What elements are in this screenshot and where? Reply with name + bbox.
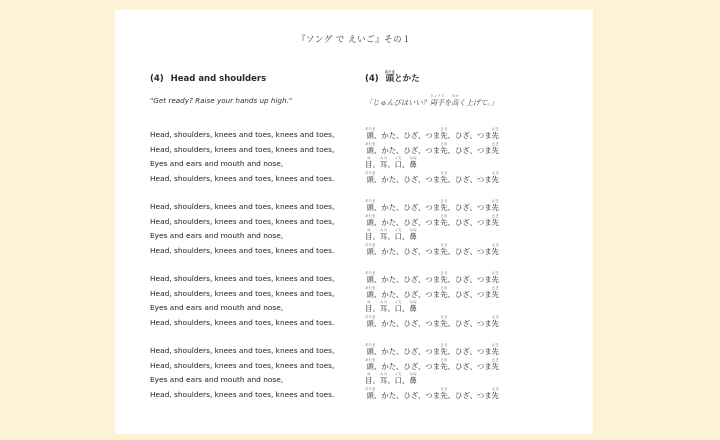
japanese-lyric-line: 目め、耳みみ、口くち、鼻はな [365,372,417,385]
english-lyric-line: Head, shoulders, knees and toes, knees and toes, [150,360,335,370]
english-lyric-line: Eyes and ears and mouth and nose, [150,159,284,168]
japanese-lyric-line: 頭あたま、かた、ひざ、つま先さき、ひざ、つま先さき [365,199,500,212]
english-lyric-line: Head, shoulders, knees and toes, knees and toes. [150,389,335,399]
english-lyric-line: Head, shoulders, knees and toes, knees and toes, [150,144,335,154]
english-lyric-line: Eyes and ears and mouth and nose, [150,303,284,312]
japanese-lyric-line: 頭あたま、かた、ひざ、つま先さき、ひざ、つま先さき [365,386,500,400]
japanese-lyric-line: 頭あたま、かた、ひざ、つま先さき、ひざ、つま先さき [365,242,500,256]
english-lyric-line: Head, shoulders, knees and toes, knees and toes, [150,346,335,355]
english-lyric-line: Head, shoulders, knees and toes, knees and toes, [150,216,335,226]
japanese-lyric-line: 目め、耳みみ、口くち、鼻はな [365,156,417,169]
japanese-intro: 「じゅんびはいい？両手りょうてを高たかく上げて。」 [365,94,498,107]
english-heading [150,74,266,84]
english-heading-text: Head and shoulders [170,74,267,84]
english-lyric-line: Head, shoulders, knees and toes, knees and toes, [150,202,335,211]
page-title: 『ソング で えいご』その１ [296,35,412,45]
japanese-lyric-line: 頭あたま、かた、ひざ、つま先さき、ひざ、つま先さき [365,127,500,140]
japanese-lyric-line: 頭あたま、かた、ひざ、つま先さき、ひざ、つま先さき [365,170,500,184]
english-lyric-line: Head, shoulders, knees and toes, knees and toes. [150,245,335,255]
english-heading-number: (4) [150,74,164,84]
japanese-heading-kanji: 頭あたま [384,70,396,84]
japanese-heading [365,70,420,84]
japanese-lyric-line: 頭あたま、かた、ひざ、つま先さき、ひざ、つま先さき [365,357,500,371]
english-lyric-line: Head, shoulders, knees and toes, knees and toes, [150,288,335,298]
japanese-lyric-line: 頭あたま、かた、ひざ、つま先さき、ひざ、つま先さき [365,271,500,284]
english-lyric-line: Eyes and ears and mouth and nose, [150,231,284,240]
lyrics-sheet [115,10,593,434]
japanese-heading-rest: とかた [394,74,420,84]
japanese-lyric-line: 頭あたま、かた、ひざ、つま先さき、ひざ、つま先さき [365,314,500,328]
japanese-heading-number: (4) [365,74,379,84]
english-lyric-line: Head, shoulders, knees and toes, knees and toes. [150,173,335,183]
japanese-lyric-line: 頭あたま、かた、ひざ、つま先さき、ひざ、つま先さき [365,285,500,299]
english-lyric-line: Head, shoulders, knees and toes, knees and toes, [150,274,335,283]
english-lyric-line: Eyes and ears and mouth and nose, [150,375,284,384]
japanese-lyric-line: 目め、耳みみ、口くち、鼻はな [365,228,417,241]
japanese-lyric-line: 頭あたま、かた、ひざ、つま先さき、ひざ、つま先さき [365,343,500,356]
japanese-lyric-line: 頭あたま、かた、ひざ、つま先さき、ひざ、つま先さき [365,141,500,155]
english-lyric-line: Head, shoulders, knees and toes, knees and toes, [150,130,335,139]
english-intro: "Get ready? Raise your hands up high." [150,96,293,105]
japanese-lyric-line: 頭あたま、かた、ひざ、つま先さき、ひざ、つま先さき [365,213,500,227]
japanese-lyric-line: 目め、耳みみ、口くち、鼻はな [365,300,417,313]
english-lyric-line: Head, shoulders, knees and toes, knees and toes. [150,317,335,327]
